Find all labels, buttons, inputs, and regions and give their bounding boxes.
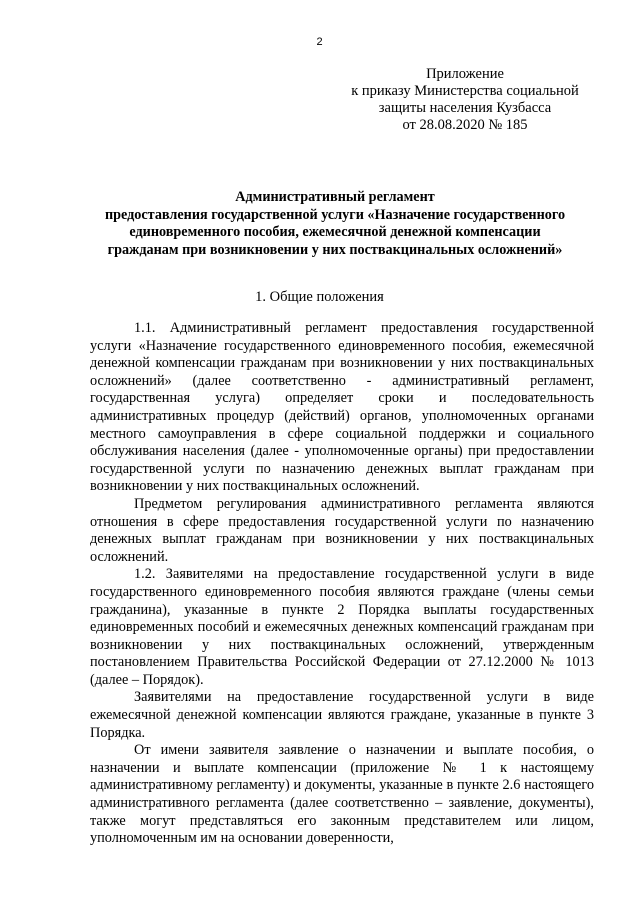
appendix-line: защиты населения Кузбасса [378,100,552,116]
title-line: предоставления государственной услуги «Назначение государственного [104,206,566,223]
title-line: единовременного пособия, ежемесячной денежной компенсации [129,224,541,240]
paragraph: 1.1. Административный регламент предоставления государственной услуги «Назначение государственного единовременного пособия, ежемесячной денежной компенсации гражданам при возникновении у них поствакцинальных осложнений» (далее соответственно - административный регламент, государственная услуга) определяет сроки и последовательность административных процедур (действий) органов, уполномоченных органами местного самоуправления в сфере социальной поддержки и социального обслуживания населения (далее - уполномоченные органы) при предоставлении государственной услуги по назначению денежных выплат гражданам при возникновении у них поствакцинальных осложнений. [90,320,594,495]
paragraph: Заявителями на предоставление государственной услуги в виде ежемесячной денежной компенсации являются граждане, указанные в пункте 3 Порядка. [90,689,594,741]
title-line: гражданам при возникновении у них поствакцинальных осложнений» [107,241,563,258]
paragraph: От имени заявителя заявление о назначении и выплате пособия, о назначении и выплате компенсации (приложение № 1 к настоящему административному регламенту) и документы, указанные в пункте 2.6 настоящего административного регламента (далее соответственно – заявление, документы), также могут представляться его законным представителем или лицом, уполномоченным им на основании доверенности, [90,742,594,847]
paragraph: Предметом регулирования административного регламента являются отношения в сфере предоставления государственной услуги по назначению денежных выплат гражданам при возникновении у них поствакцинальных осложнений. [90,495,594,565]
body-text [90,320,594,848]
title-line: Административный регламент [235,189,435,205]
document-title [70,189,600,259]
appendix-line: Приложение [426,66,504,82]
section-heading: 1. Общие положения [255,289,384,305]
appendix-line: от 28.08.2020 № 185 [402,117,528,133]
paragraph: 1.2. Заявителями на предоставление государственной услуги в виде государственного единовременного пособия являются граждане (члены семьи гражданина), указанные в пункте 2 Порядка выплаты государственных единовременных пособий и ежемесячных денежных компенсаций гражданам при возникновении у них поствакцинальных осложнений, утвержденным постановлением Правительства Российской Федерации от 27.12.2000 № 1013 (далее – Порядок). [90,566,594,688]
appendix-line: к приказу Министерства социальной [351,83,579,99]
appendix-block [320,66,610,134]
page-number: 2 [316,36,323,48]
